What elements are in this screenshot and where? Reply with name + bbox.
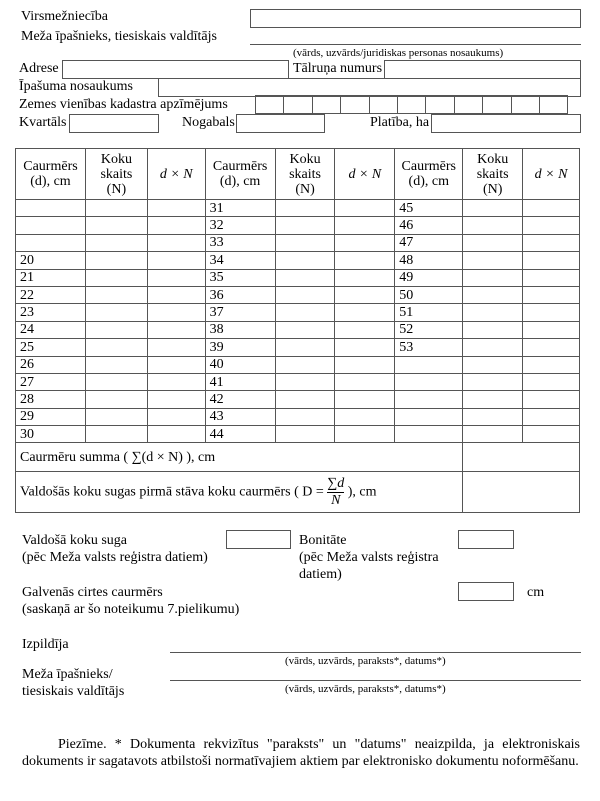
product-cell[interactable] [523,391,580,408]
forestry-label: Virsmežniecība [21,9,109,24]
product-cell[interactable] [147,408,205,425]
cadastre-digit-box[interactable] [482,95,511,114]
count-cell[interactable] [85,286,147,303]
col-header-diameter: Caurmērs (d), cm [205,149,275,200]
diameter-cell: 30 [16,426,86,443]
diameter-cell: 53 [395,339,463,356]
product-cell[interactable] [147,391,205,408]
species-field[interactable] [226,530,291,549]
address-field[interactable] [62,60,289,79]
property-label: Īpašuma nosaukums [19,79,133,94]
product-cell[interactable] [147,339,205,356]
count-cell[interactable] [275,304,335,321]
product-cell[interactable] [523,339,580,356]
count-cell[interactable] [85,373,147,390]
area-field[interactable] [431,114,581,133]
count-cell[interactable] [275,321,335,338]
count-cell[interactable] [85,252,147,269]
table-row [16,252,580,269]
owner-sign-label: Meža īpašnieks/ [22,667,113,682]
count-cell[interactable] [85,339,147,356]
count-cell[interactable] [463,356,523,373]
product-cell[interactable] [335,200,395,217]
count-cell[interactable] [463,321,523,338]
diameter-cell: 21 [16,269,86,286]
count-cell[interactable] [85,426,147,443]
mean-label [16,472,463,513]
table-row [16,200,580,217]
diameter-cell: 20 [16,252,86,269]
product-cell[interactable] [147,252,205,269]
diameter-cell: 34 [205,252,275,269]
felling-field[interactable] [458,582,514,601]
diameter-cell: 47 [395,234,463,251]
count-cell[interactable] [463,269,523,286]
product-cell[interactable] [523,304,580,321]
product-cell[interactable] [335,356,395,373]
product-cell[interactable] [335,234,395,251]
phone-label: Tālruņa numurs [293,61,383,76]
product-cell[interactable] [523,408,580,425]
product-cell[interactable] [335,286,395,303]
product-cell[interactable] [523,234,580,251]
bonitet-note: (pēc Meža valsts reģistra [299,550,439,565]
felling-unit: cm [527,585,545,600]
product-cell[interactable] [335,391,395,408]
count-cell[interactable] [85,200,147,217]
diameter-cell: 23 [16,304,86,321]
product-cell[interactable] [335,426,395,443]
product-cell[interactable] [523,426,580,443]
table-row [16,286,580,303]
mean-label-post: ), cm [344,484,377,500]
col-header-count: Koku skaits (N) [463,149,523,200]
executor-caption: (vārds, uzvārds, paraksts*, datums*) [285,655,446,667]
count-cell[interactable] [85,304,147,321]
area-label: Platība, ha [370,115,430,130]
count-cell[interactable] [463,252,523,269]
product-cell[interactable] [147,269,205,286]
col-header-product: d × N [147,149,205,200]
diameter-table [15,148,580,513]
product-cell[interactable] [147,234,205,251]
product-cell[interactable] [147,217,205,234]
count-cell[interactable] [85,356,147,373]
diameter-cell: 25 [16,339,86,356]
diameter-cell: 42 [205,391,275,408]
diameter-cell: 43 [205,408,275,425]
diameter-cell: 35 [205,269,275,286]
diameter-cell: 45 [395,200,463,217]
table-row [16,234,580,251]
diameter-cell: 40 [205,356,275,373]
diameter-cell [16,234,86,251]
address-label: Adrese [19,61,59,76]
count-cell[interactable] [463,200,523,217]
sum-row [16,443,580,472]
block-label: Kvartāls [19,115,67,130]
count-cell[interactable] [275,269,335,286]
footnote: Piezīme. * Dokumenta rekvizītus "paraksts" un "datums" neaizpilda, ja elektroniskais dokuments ir sagatavots atbilstoši normatīvajiem aktiem par elektronisko dokumentu noformēšanu. [22,737,580,769]
product-cell[interactable] [523,286,580,303]
forestry-field[interactable] [250,9,581,28]
product-cell[interactable] [147,321,205,338]
count-cell[interactable] [463,391,523,408]
table-row [16,339,580,356]
count-cell[interactable] [85,269,147,286]
diameter-cell: 50 [395,286,463,303]
count-cell[interactable] [463,408,523,425]
count-cell[interactable] [463,339,523,356]
count-cell[interactable] [275,426,335,443]
cadastre-digit-box[interactable] [283,95,312,114]
product-cell[interactable] [335,339,395,356]
product-cell[interactable] [335,252,395,269]
count-cell[interactable] [275,252,335,269]
table-row [16,217,580,234]
diameter-cell [395,373,463,390]
cadastre-digit-box[interactable] [369,95,398,114]
count-cell[interactable] [85,321,147,338]
product-cell[interactable] [147,304,205,321]
count-cell[interactable] [275,339,335,356]
col-header-product: d × N [335,149,395,200]
count-cell[interactable] [275,356,335,373]
diameter-cell: 33 [205,234,275,251]
product-cell[interactable] [523,269,580,286]
count-cell[interactable] [463,286,523,303]
product-cell[interactable] [147,373,205,390]
product-cell[interactable] [523,321,580,338]
table-row [16,408,580,425]
col-header-diameter: Caurmērs (d), cm [16,149,86,200]
product-cell[interactable] [147,200,205,217]
product-cell[interactable] [523,252,580,269]
diameter-cell: 37 [205,304,275,321]
cadastre-digit-box[interactable] [340,95,369,114]
count-cell[interactable] [275,234,335,251]
count-cell[interactable] [463,304,523,321]
table-row [16,391,580,408]
product-cell[interactable] [335,304,395,321]
diameter-cell: 44 [205,426,275,443]
fraction-numerator: ∑d [327,475,345,491]
diameter-cell [395,408,463,425]
cadastre-digit-box[interactable] [539,95,568,114]
diameter-cell [395,426,463,443]
count-cell[interactable] [463,373,523,390]
bonitet-field[interactable] [458,530,514,549]
product-cell[interactable] [147,356,205,373]
product-cell[interactable] [147,286,205,303]
product-cell[interactable] [523,373,580,390]
table-row [16,321,580,338]
table-row [16,373,580,390]
mean-value-cell[interactable] [463,472,580,513]
mean-fraction [327,476,344,509]
col-header-count: Koku skaits (N) [275,149,335,200]
species-label: Valdošā koku suga [22,533,127,548]
count-cell[interactable] [85,234,147,251]
owner-label: Meža īpašnieks, tiesiskais valdītājs [21,29,217,44]
bonitet-label: Bonitāte [299,533,347,548]
diameter-cell: 29 [16,408,86,425]
product-cell[interactable] [335,217,395,234]
count-cell[interactable] [463,217,523,234]
count-cell[interactable] [275,217,335,234]
cadastre-digit-box[interactable] [511,95,540,114]
species-note: (pēc Meža valsts reģistra datiem) [22,550,208,565]
cadastre-label: Zemes vienības kadastra apzīmējums [19,97,228,112]
diameter-cell: 38 [205,321,275,338]
cadastre-boxes[interactable] [256,95,568,114]
table-row [16,426,580,443]
diameter-cell [16,217,86,234]
owner-sign-label-2: tiesiskais valdītājs [22,684,125,699]
diameter-cell: 22 [16,286,86,303]
executor-label: Izpildīja [22,637,69,652]
cadastre-digit-box[interactable] [312,95,341,114]
product-cell[interactable] [147,426,205,443]
table-row [16,304,580,321]
fraction-denominator: N [331,492,341,508]
product-cell[interactable] [335,269,395,286]
count-cell[interactable] [85,408,147,425]
product-cell[interactable] [335,373,395,390]
diameter-cell [395,356,463,373]
owner-field-line[interactable] [250,44,581,45]
diameter-cell: 32 [205,217,275,234]
compartment-field[interactable] [236,114,325,133]
product-cell[interactable] [523,200,580,217]
diameter-cell: 52 [395,321,463,338]
phone-field[interactable] [384,60,581,79]
count-cell[interactable] [85,391,147,408]
diameter-cell: 27 [16,373,86,390]
owner-caption-2: (vārds, uzvārds, paraksts*, datums*) [285,683,446,695]
count-cell[interactable] [463,234,523,251]
product-cell[interactable] [335,408,395,425]
diameter-cell [395,391,463,408]
diameter-cell: 28 [16,391,86,408]
sum-label: Caurmēru summa ( ∑(d × N) ), cm [16,443,463,472]
felling-label: Galvenās cirtes caurmērs [22,585,163,600]
felling-note: (saskaņā ar šo noteikumu 7.pielikumu) [22,602,240,617]
cadastre-digit-box[interactable] [425,95,454,114]
cadastre-digit-box[interactable] [397,95,426,114]
product-cell[interactable] [335,321,395,338]
count-cell[interactable] [275,373,335,390]
diameter-cell: 26 [16,356,86,373]
cadastre-digit-box[interactable] [454,95,483,114]
diameter-cell: 24 [16,321,86,338]
diameter-cell: 49 [395,269,463,286]
sum-value-cell[interactable] [463,443,580,472]
diameter-cell: 51 [395,304,463,321]
count-cell[interactable] [275,408,335,425]
count-cell[interactable] [275,391,335,408]
product-cell[interactable] [523,356,580,373]
block-field[interactable] [69,114,159,133]
cadastre-digit-box[interactable] [255,95,284,114]
diameter-cell: 48 [395,252,463,269]
count-cell[interactable] [275,200,335,217]
bonitet-note-2: datiem) [299,567,342,582]
col-header-diameter: Caurmērs (d), cm [395,149,463,200]
diameter-cell: 39 [205,339,275,356]
table-row [16,269,580,286]
diameter-cell: 36 [205,286,275,303]
compartment-label: Nogabals [182,115,235,130]
diameter-cell: 31 [205,200,275,217]
mean-label-pre: Valdošās koku sugas pirmā stāva koku caurmērs ( D = [20,484,328,500]
diameter-cell [16,200,86,217]
mean-row [16,472,580,513]
count-cell[interactable] [463,426,523,443]
diameter-cell: 41 [205,373,275,390]
col-header-product: d × N [523,149,580,200]
owner-caption: (vārds, uzvārds/juridiskas personas nosaukums) [293,47,504,59]
diameter-cell: 46 [395,217,463,234]
col-header-count: Koku skaits (N) [85,149,147,200]
table-row [16,356,580,373]
count-cell[interactable] [275,286,335,303]
product-cell[interactable] [523,217,580,234]
count-cell[interactable] [85,217,147,234]
